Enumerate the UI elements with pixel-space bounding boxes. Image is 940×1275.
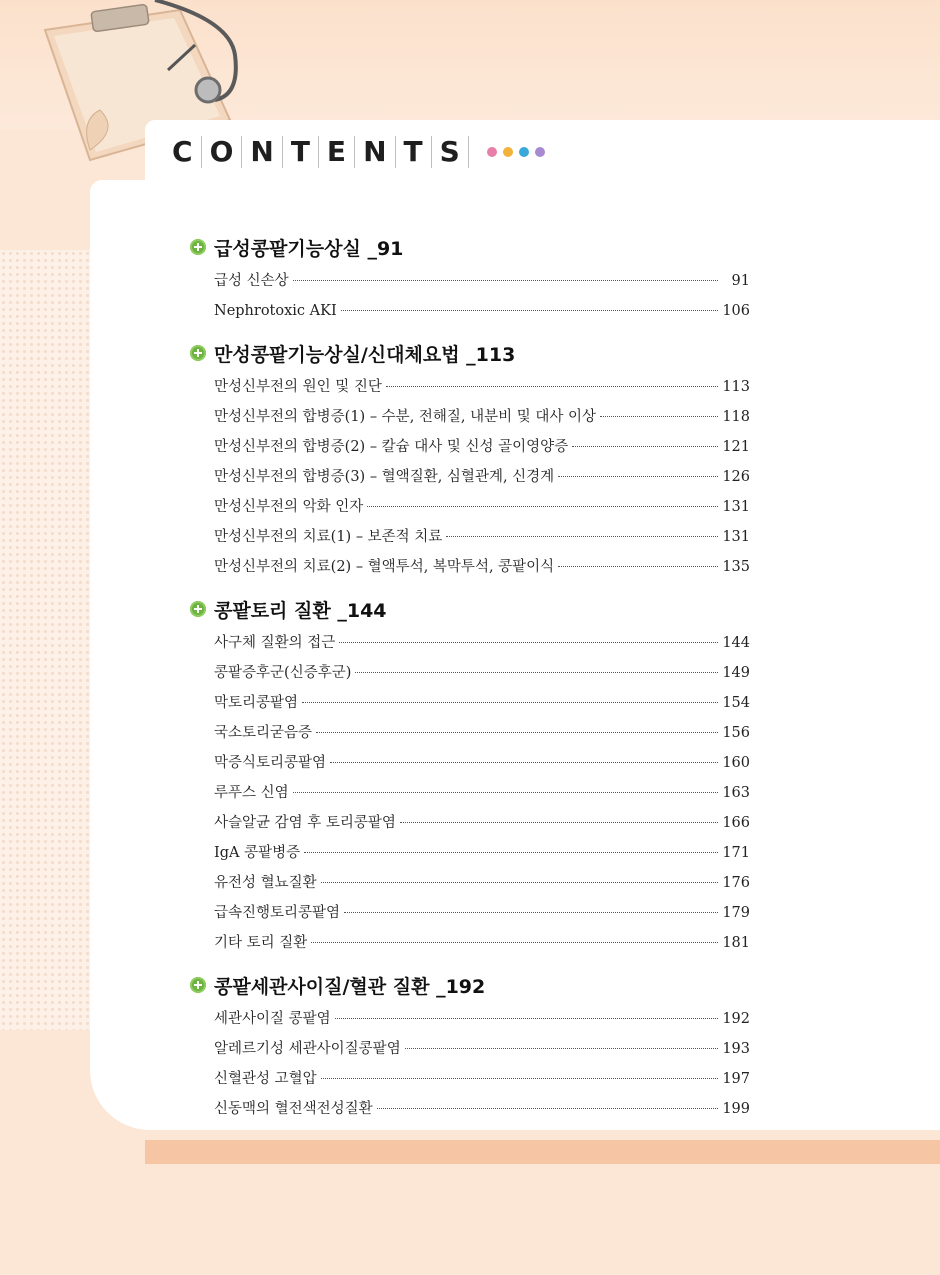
- dot-leader: [446, 536, 718, 537]
- toc-entry[interactable]: [214, 928, 750, 958]
- side-pattern: [0, 250, 92, 1030]
- toc-entry[interactable]: [214, 838, 750, 868]
- dot-leader: [341, 310, 718, 311]
- toc-section: [190, 970, 750, 1124]
- section-heading-text: 콩팥토리 질환 _144: [214, 599, 387, 622]
- entry-page-number: 160: [722, 755, 750, 771]
- entry-title: 국소토리굳음증: [214, 725, 313, 741]
- toc-entry[interactable]: [214, 1034, 750, 1064]
- entry-title: 콩팥증후군(신증후군): [214, 665, 352, 681]
- entry-title: 만성신부전의 치료(2) – 혈액투석, 복막투석, 콩팥이식: [214, 559, 555, 575]
- toc-entry[interactable]: [214, 492, 750, 522]
- entry-page-number: 199: [722, 1101, 750, 1117]
- title-letter: T: [396, 136, 432, 168]
- plus-circle-icon: [190, 601, 206, 617]
- entry-title: 사슬알균 감염 후 토리콩팥염: [214, 815, 396, 831]
- entry-title: Nephrotoxic AKI: [214, 303, 337, 319]
- dot-leader: [405, 1048, 718, 1049]
- entry-title: 만성신부전의 합병증(1) – 수분, 전해질, 내분비 및 대사 이상: [214, 409, 597, 425]
- toc-section: [190, 594, 750, 958]
- plus-circle-icon: [190, 977, 206, 993]
- entry-title: 알레르기성 세관사이질콩팥염: [214, 1041, 401, 1057]
- entry-title: 기타 토리 질환: [214, 935, 308, 951]
- entry-title: 만성신부전의 치료(1) – 보존적 치료: [214, 529, 443, 545]
- dot-leader: [335, 1018, 718, 1019]
- entry-page-number: 126: [722, 469, 750, 485]
- title-letter: E: [319, 136, 355, 168]
- toc-entry[interactable]: [214, 432, 750, 462]
- toc-entry[interactable]: [214, 1004, 750, 1034]
- dot-icon: [519, 147, 529, 157]
- section-heading: [190, 970, 750, 1000]
- title-letter: C: [172, 136, 202, 168]
- entry-title: 신동맥의 혈전색전성질환: [214, 1101, 373, 1117]
- toc-entry[interactable]: [214, 1094, 750, 1124]
- dot-leader: [344, 912, 718, 913]
- toc-entry[interactable]: [214, 628, 750, 658]
- entry-title: 신혈관성 고혈압: [214, 1071, 317, 1087]
- dot-leader: [330, 762, 718, 763]
- entry-title: IgA 콩팥병증: [214, 845, 301, 861]
- dot-leader: [367, 506, 718, 507]
- entry-page-number: 135: [722, 559, 750, 575]
- section-heading: [190, 594, 750, 624]
- dot-leader: [339, 642, 718, 643]
- entry-title: 만성신부전의 악화 인자: [214, 499, 364, 515]
- dot-leader: [558, 476, 718, 477]
- entry-page-number: 154: [722, 695, 750, 711]
- title-letter: N: [355, 136, 395, 168]
- toc-entry[interactable]: [214, 402, 750, 432]
- entry-title: 급성 신손상: [214, 273, 289, 289]
- toc-entry[interactable]: [214, 778, 750, 808]
- entry-page-number: 179: [722, 905, 750, 921]
- entry-page-number: 106: [722, 303, 750, 319]
- section-heading: [190, 232, 750, 262]
- dot-icon: [487, 147, 497, 157]
- toc-entry[interactable]: [214, 898, 750, 928]
- toc-entry[interactable]: [214, 808, 750, 838]
- entry-page-number: 176: [722, 875, 750, 891]
- entry-title: 만성신부전의 원인 및 진단: [214, 379, 382, 395]
- section-heading-text: 콩팥세관사이질/혈관 질환 _192: [214, 975, 486, 998]
- dot-leader: [304, 852, 718, 853]
- dot-leader: [572, 446, 718, 447]
- entry-title: 만성신부전의 합병증(2) – 칼슘 대사 및 신성 골이영양증: [214, 439, 569, 455]
- entry-title: 루푸스 신염: [214, 785, 289, 801]
- entry-page-number: 193: [722, 1041, 750, 1057]
- toc-entry[interactable]: [214, 868, 750, 898]
- entry-page-number: 113: [722, 379, 750, 395]
- decorative-dots: [487, 147, 545, 157]
- dot-leader: [302, 702, 718, 703]
- entry-page-number: 163: [722, 785, 750, 801]
- toc-section: [190, 232, 750, 326]
- entry-page-number: 156: [722, 725, 750, 741]
- toc-section: [190, 338, 750, 582]
- entry-page-number: 181: [722, 935, 750, 951]
- dot-leader: [316, 732, 718, 733]
- toc-entry[interactable]: [214, 658, 750, 688]
- entry-title: 막증식토리콩팥염: [214, 755, 327, 771]
- entry-title: 급속진행토리콩팥염: [214, 905, 341, 921]
- toc-entry[interactable]: [214, 718, 750, 748]
- entry-page-number: 171: [722, 845, 750, 861]
- entry-page-number: 131: [722, 529, 750, 545]
- entry-title: 세관사이질 콩팥염: [214, 1011, 331, 1027]
- dot-leader: [321, 882, 718, 883]
- toc-entry[interactable]: [214, 1064, 750, 1094]
- dot-leader: [377, 1108, 718, 1109]
- dot-leader: [311, 942, 718, 943]
- entry-page-number: 144: [722, 635, 750, 651]
- toc-entry[interactable]: [214, 296, 750, 326]
- dot-leader: [321, 1078, 718, 1079]
- entry-page-number: 149: [722, 665, 750, 681]
- dot-leader: [355, 672, 718, 673]
- plus-circle-icon: [190, 345, 206, 361]
- section-heading: [190, 338, 750, 368]
- toc-entry[interactable]: [214, 372, 750, 402]
- entry-page-number: 91: [731, 273, 750, 289]
- entry-page-number: 166: [722, 815, 750, 831]
- dot-icon: [503, 147, 513, 157]
- entry-page-number: 197: [722, 1071, 750, 1087]
- entry-title: 사구체 질환의 접근: [214, 635, 336, 651]
- title-letter: O: [202, 136, 243, 168]
- table-of-contents: [190, 232, 750, 1136]
- dot-icon: [535, 147, 545, 157]
- dot-leader: [600, 416, 718, 417]
- bottom-band: [145, 1140, 940, 1164]
- title-letter: T: [283, 136, 319, 168]
- plus-circle-icon: [190, 239, 206, 255]
- title-letter: N: [242, 136, 282, 168]
- section-heading-text: 급성콩팥기능상실 _91: [214, 237, 404, 260]
- entry-title: 막토리콩팥염: [214, 695, 299, 711]
- entry-title: 유전성 혈뇨질환: [214, 875, 317, 891]
- dot-leader: [386, 386, 718, 387]
- entry-page-number: 118: [722, 409, 750, 425]
- entry-page-number: 121: [722, 439, 750, 455]
- entry-title: 만성신부전의 합병증(3) – 혈액질환, 심혈관계, 신경계: [214, 469, 555, 485]
- title-letter: S: [432, 136, 469, 168]
- toc-entry[interactable]: [214, 748, 750, 778]
- dot-leader: [558, 566, 718, 567]
- dot-leader: [293, 280, 718, 281]
- toc-entry[interactable]: [214, 462, 750, 492]
- toc-entry[interactable]: [214, 522, 750, 552]
- dot-leader: [400, 822, 718, 823]
- toc-entry[interactable]: [214, 552, 750, 582]
- dot-leader: [293, 792, 718, 793]
- toc-entry[interactable]: [214, 688, 750, 718]
- toc-entry[interactable]: [214, 266, 750, 296]
- section-heading-text: 만성콩팥기능상실/신대체요법 _113: [214, 343, 516, 366]
- contents-title: [172, 136, 545, 168]
- entry-page-number: 131: [722, 499, 750, 515]
- entry-page-number: 192: [722, 1011, 750, 1027]
